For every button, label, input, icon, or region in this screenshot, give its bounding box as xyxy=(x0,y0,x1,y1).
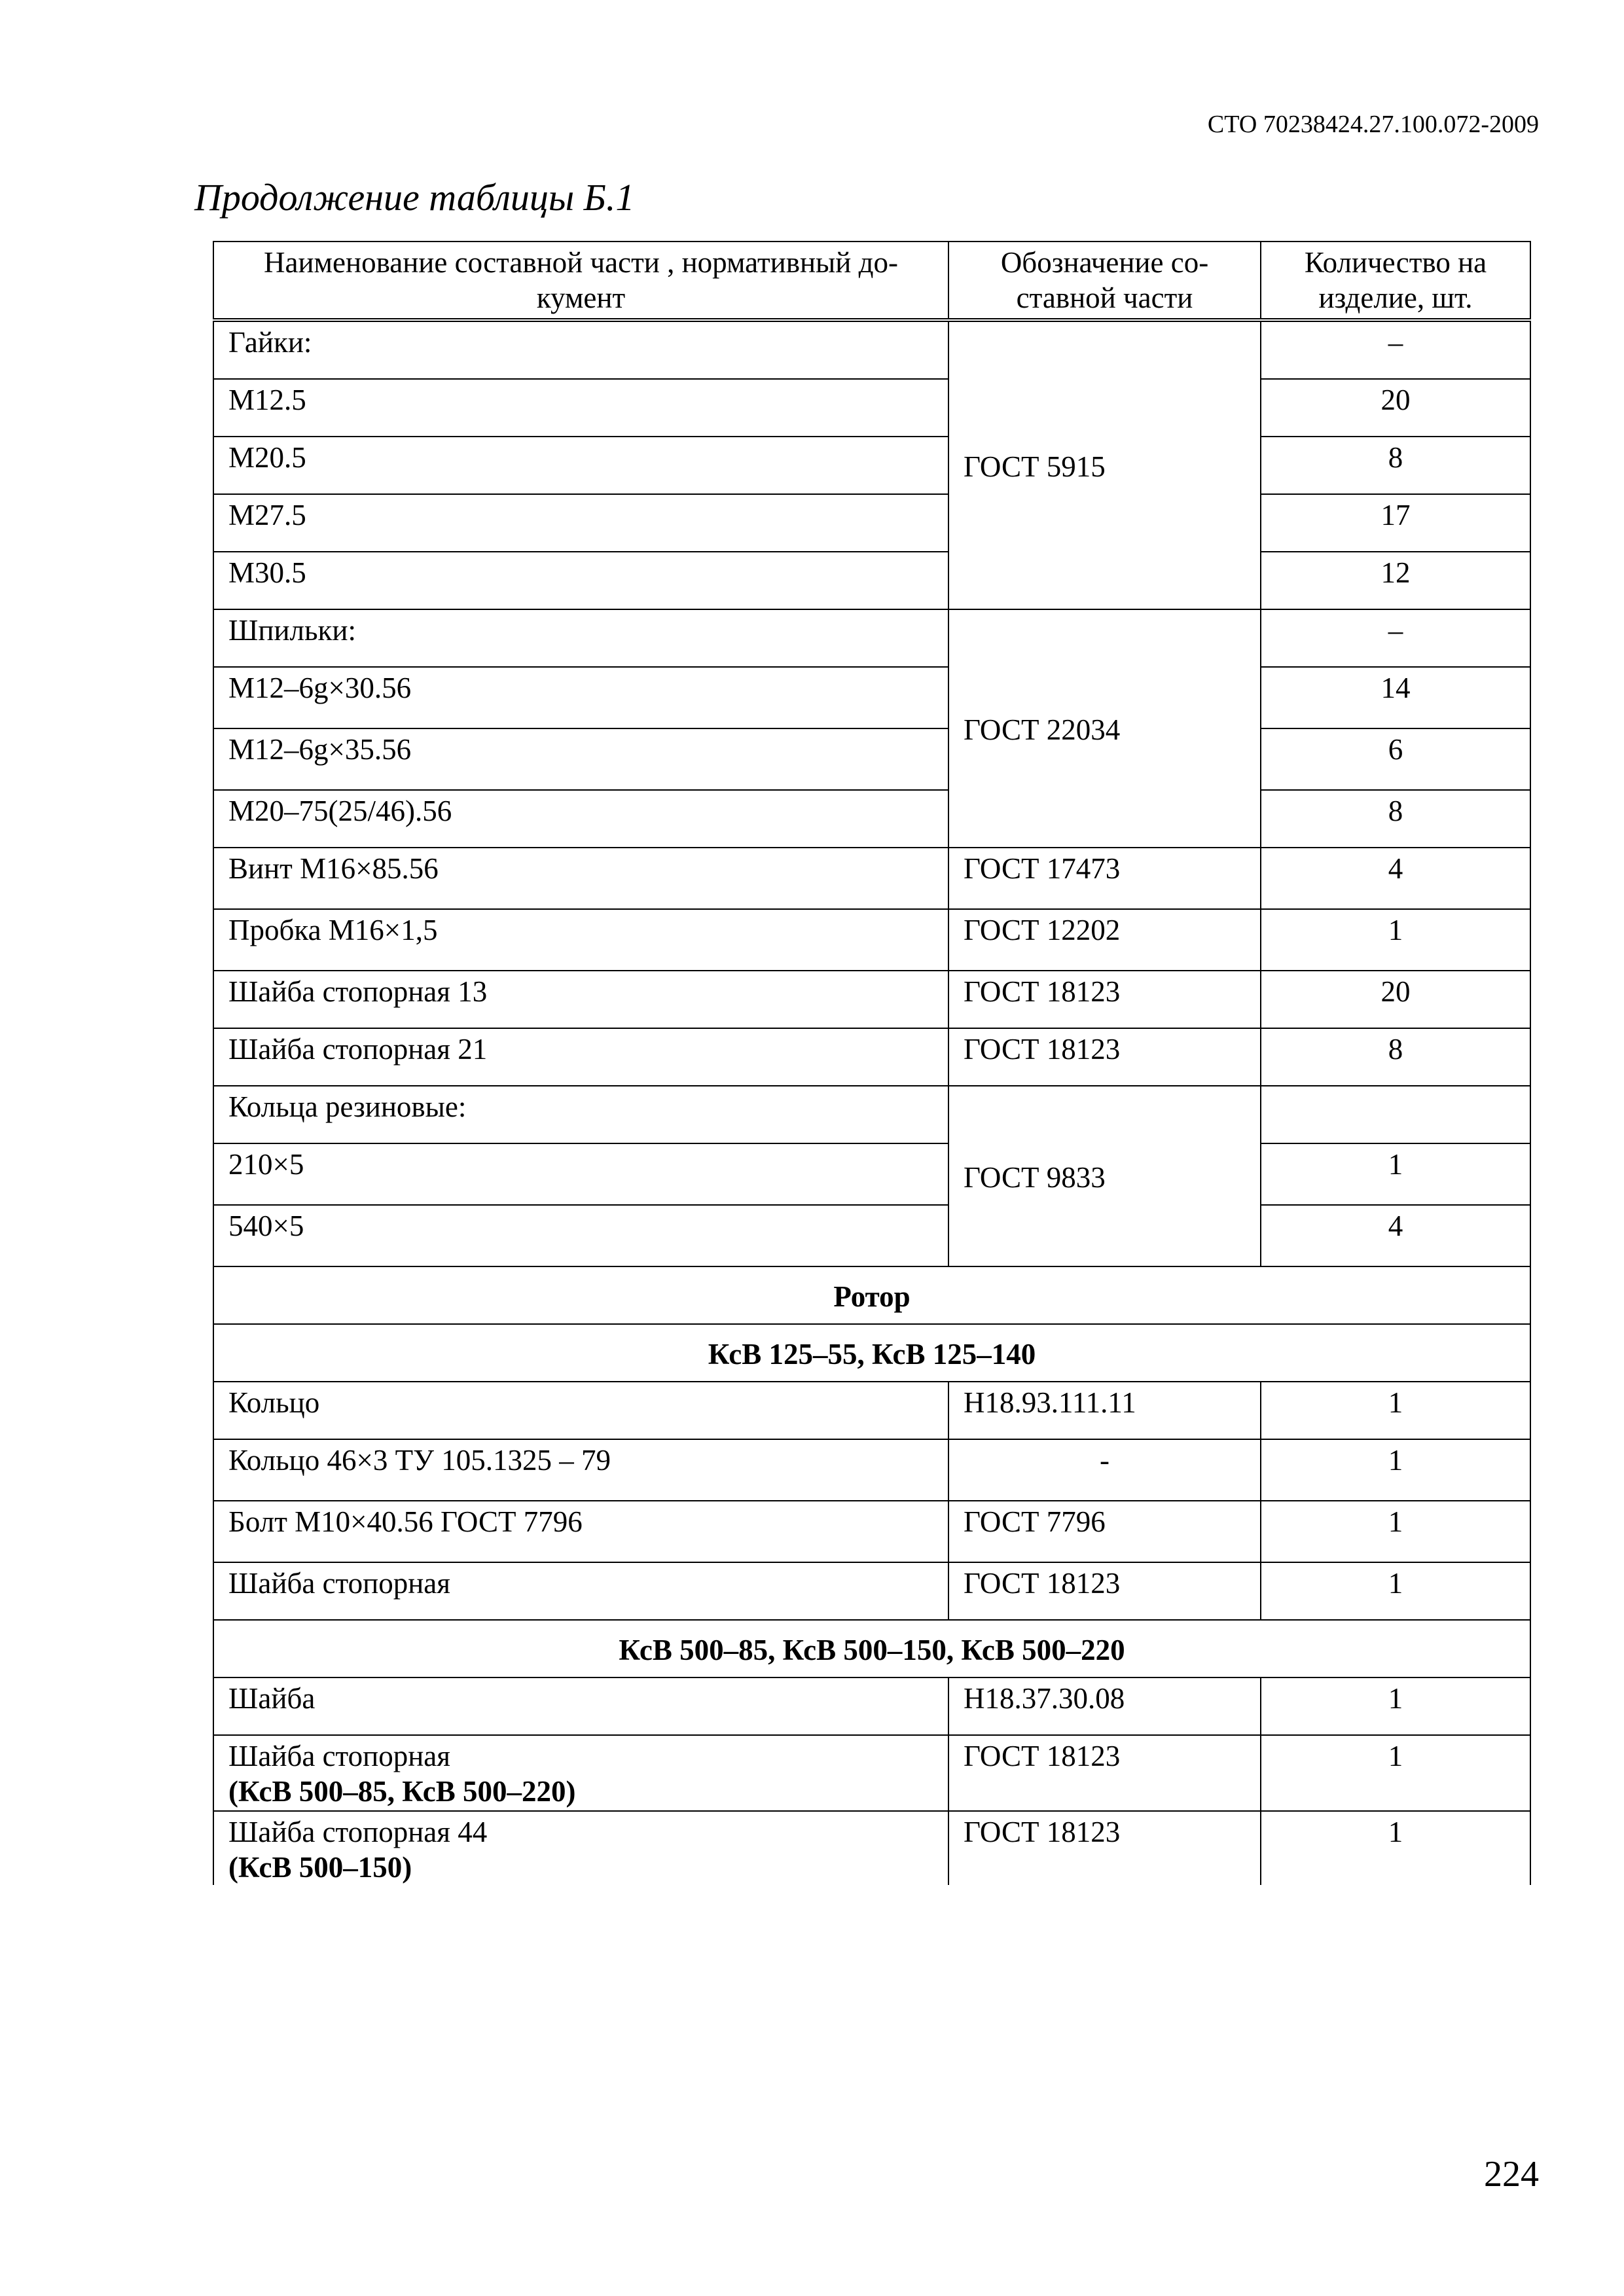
table-row xyxy=(213,1382,1530,1439)
quantity-cell: 14 xyxy=(1261,667,1530,728)
item-name: М30.5 xyxy=(213,552,948,609)
table-row xyxy=(213,909,1530,971)
item-name: 540×5 xyxy=(213,1205,948,1266)
quantity-cell: 1 xyxy=(1261,1439,1530,1501)
item-name: М27.5 xyxy=(213,494,948,552)
group-code-rings: ГОСТ 9833 xyxy=(948,1086,1261,1266)
section-title: КсВ 125–55, КсВ 125–140 xyxy=(213,1324,1530,1382)
quantity-cell: 1 xyxy=(1261,1677,1530,1735)
item-name-cell xyxy=(213,1735,948,1811)
table-row xyxy=(213,1028,1530,1086)
quantity-cell: – xyxy=(1261,609,1530,667)
table-row xyxy=(213,320,1530,379)
table-row xyxy=(213,1562,1530,1620)
section-row-ksv500 xyxy=(213,1620,1530,1677)
quantity-cell: 1 xyxy=(1261,909,1530,971)
item-name: Шайба стопорная 13 xyxy=(213,971,948,1028)
table-row xyxy=(213,1501,1530,1562)
group-code-studs: ГОСТ 22034 xyxy=(948,609,1261,848)
table-row xyxy=(213,1439,1530,1501)
quantity-cell: 1 xyxy=(1261,1143,1530,1205)
table-row xyxy=(213,1735,1530,1811)
table-row xyxy=(213,1086,1530,1143)
table-caption: Продолжение таблицы Б.1 xyxy=(194,176,635,219)
section-row-ksv125 xyxy=(213,1324,1530,1382)
quantity-cell: 12 xyxy=(1261,552,1530,609)
document-code: СТО 70238424.27.100.072-2009 xyxy=(1207,111,1539,138)
table-row xyxy=(213,667,1530,728)
table-row xyxy=(213,552,1530,609)
item-name: Кольцо 46×3 ТУ 105.1325 – 79 xyxy=(213,1439,948,1501)
table-row xyxy=(213,728,1530,790)
item-name: Шайба стопорная 21 xyxy=(213,1028,948,1086)
quantity-cell: 1 xyxy=(1261,1562,1530,1620)
quantity-cell: – xyxy=(1261,320,1530,379)
parts-table xyxy=(213,241,1531,1885)
quantity-cell: 17 xyxy=(1261,494,1530,552)
item-note: (КсВ 500–85, КсВ 500–220) xyxy=(228,1775,576,1808)
group-code-nuts: ГОСТ 5915 xyxy=(948,320,1261,609)
quantity-cell: 4 xyxy=(1261,848,1530,909)
quantity-cell: 4 xyxy=(1261,1205,1530,1266)
table-row xyxy=(213,1205,1530,1266)
table-row xyxy=(213,437,1530,494)
item-name: Кольцо xyxy=(213,1382,948,1439)
quantity-cell: 1 xyxy=(1261,1501,1530,1562)
item-name: М20.5 xyxy=(213,437,948,494)
item-code: ГОСТ 17473 xyxy=(948,848,1261,909)
page-number: 224 xyxy=(1484,2154,1539,2195)
section-title: КсВ 500–85, КсВ 500–150, КсВ 500–220 xyxy=(213,1620,1530,1677)
table-row xyxy=(213,1677,1530,1735)
group-title-studs: Шпильки: xyxy=(213,609,948,667)
group-title-nuts: Гайки: xyxy=(213,320,948,379)
table-row xyxy=(213,379,1530,437)
group-title-rings: Кольца резиновые: xyxy=(213,1086,948,1143)
quantity-cell: 8 xyxy=(1261,790,1530,848)
table-row xyxy=(213,494,1530,552)
item-code: ГОСТ 18123 xyxy=(948,1028,1261,1086)
column-header-quantity: Количество на изделие, шт. xyxy=(1261,242,1530,320)
column-header-designation: Обозначение со-ставной части xyxy=(948,242,1261,320)
table-row xyxy=(213,790,1530,848)
table-row xyxy=(213,971,1530,1028)
item-name: Шайба стопорная xyxy=(228,1740,450,1772)
item-code: - xyxy=(948,1439,1261,1501)
section-title: Ротор xyxy=(213,1266,1530,1324)
quantity-cell: 20 xyxy=(1261,971,1530,1028)
table-row xyxy=(213,1143,1530,1205)
item-name: Шайба стопорная 44 xyxy=(228,1816,488,1848)
quantity-cell: 1 xyxy=(1261,1811,1530,1885)
item-name: Болт М10×40.56 ГОСТ 7796 xyxy=(213,1501,948,1562)
table-row xyxy=(213,1811,1530,1885)
item-name: 210×5 xyxy=(213,1143,948,1205)
quantity-cell xyxy=(1261,1086,1530,1143)
item-name-cell xyxy=(213,1811,948,1885)
item-name: Пробка М16×1,5 xyxy=(213,909,948,971)
item-code: ГОСТ 18123 xyxy=(948,971,1261,1028)
quantity-cell: 20 xyxy=(1261,379,1530,437)
item-note: (КсВ 500–150) xyxy=(228,1851,412,1884)
item-code: Н18.93.111.11 xyxy=(948,1382,1261,1439)
quantity-cell: 1 xyxy=(1261,1735,1530,1811)
item-code: ГОСТ 7796 xyxy=(948,1501,1261,1562)
table-row xyxy=(213,848,1530,909)
item-code: ГОСТ 18123 xyxy=(948,1735,1261,1811)
table-row xyxy=(213,609,1530,667)
item-code: ГОСТ 18123 xyxy=(948,1811,1261,1885)
item-name: М20–75(25/46).56 xyxy=(213,790,948,848)
item-name: М12–6g×30.56 xyxy=(213,667,948,728)
section-row-rotor xyxy=(213,1266,1530,1324)
table-header-row xyxy=(213,242,1530,320)
item-name: М12–6g×35.56 xyxy=(213,728,948,790)
item-name: М12.5 xyxy=(213,379,948,437)
quantity-cell: 1 xyxy=(1261,1382,1530,1439)
item-code: ГОСТ 12202 xyxy=(948,909,1261,971)
item-name: Шайба xyxy=(213,1677,948,1735)
quantity-cell: 8 xyxy=(1261,437,1530,494)
quantity-cell: 8 xyxy=(1261,1028,1530,1086)
item-code: Н18.37.30.08 xyxy=(948,1677,1261,1735)
column-header-name: Наименование составной части , нормативный до-кумент xyxy=(213,242,948,320)
item-name: Шайба стопорная xyxy=(213,1562,948,1620)
item-code: ГОСТ 18123 xyxy=(948,1562,1261,1620)
item-name: Винт М16×85.56 xyxy=(213,848,948,909)
quantity-cell: 6 xyxy=(1261,728,1530,790)
